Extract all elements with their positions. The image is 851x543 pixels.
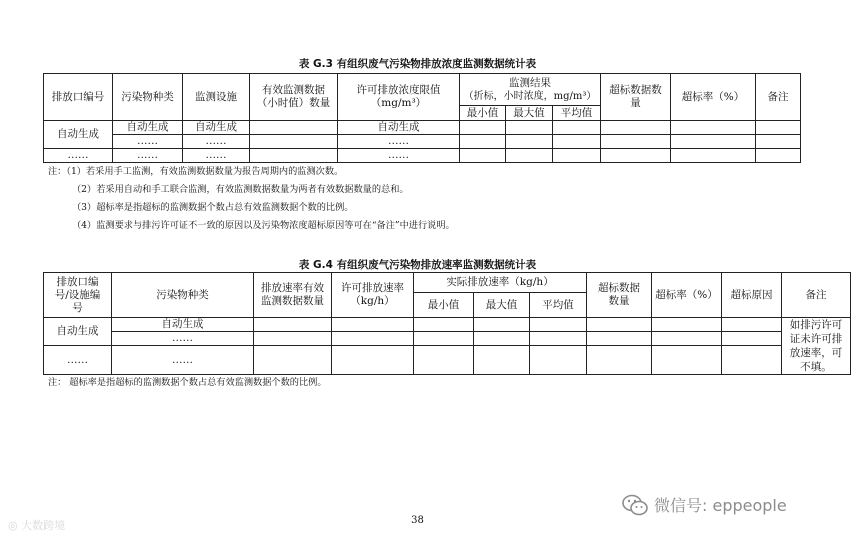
result-subtitle: （折标，小时浓度，mg/m³） — [463, 90, 597, 102]
cell-empty — [250, 135, 338, 149]
cell-empty — [332, 318, 414, 332]
cell-empty — [530, 332, 587, 346]
cell-auto: 自动生成 — [44, 121, 113, 149]
cell-empty — [671, 149, 756, 163]
cell-empty — [250, 121, 338, 135]
cell-auto: 自动生成 — [113, 121, 183, 135]
table-g4-caption: 表 G.4 有组织废气污染物排放速率监测数据统计表 — [298, 259, 537, 271]
cell-empty — [506, 121, 553, 135]
cell-dots: …… — [44, 149, 113, 163]
header-exceed-rate: 超标率（%） — [671, 74, 756, 121]
cell-empty — [652, 346, 722, 375]
cell-empty — [671, 135, 756, 149]
wechat-icon — [622, 494, 648, 516]
header-actual-rate: 实际排放速率（kg/h） — [414, 273, 587, 293]
table-row — [44, 149, 801, 163]
cell-empty — [756, 121, 801, 135]
header-exceed-count: 超标数据数量 — [601, 74, 671, 121]
header-facility: 监测设施 — [183, 74, 250, 121]
table-g3-notes — [48, 163, 455, 235]
note-g4: 注： 超标率是指超标的监测数据个数占总有效监测数据个数的比例。 — [48, 377, 327, 388]
permit-limit-label: 许可排放浓度限值 — [356, 84, 441, 96]
logo-icon: ◎ — [8, 519, 22, 532]
cell-empty — [414, 346, 474, 375]
cell-auto: 自动生成 — [44, 318, 112, 346]
header-max: 最大值 — [506, 106, 553, 121]
header-avg: 平均值 — [530, 293, 587, 318]
cell-empty — [474, 318, 530, 332]
cell-empty — [722, 332, 782, 346]
table-row — [44, 318, 851, 332]
table-row — [44, 121, 801, 135]
logo-text: 大数跨境 — [21, 519, 66, 532]
header-exceed-rate: 超标率（%） — [652, 273, 722, 318]
cell-empty — [601, 121, 671, 135]
cell-dots: …… — [44, 346, 112, 375]
cell-empty — [601, 149, 671, 163]
note-4: （4）监测要求与排污许可证不一致的原因以及污染物浓度超标原因等可在“备注”中进行说明。 — [72, 220, 455, 231]
cell-auto: 自动生成 — [183, 121, 250, 135]
page-number: 38 — [411, 515, 424, 526]
cell-empty — [414, 318, 474, 332]
header-min: 最小值 — [414, 293, 474, 318]
table-g3 — [43, 73, 801, 163]
header-outlet-facility: 排放口编号/设施编号 — [44, 273, 112, 318]
cell-empty — [460, 121, 506, 135]
header-permit-limit — [338, 74, 460, 121]
permit-limit-unit: （mg/m³） — [370, 97, 427, 109]
permit-rate-unit: （kg/h） — [350, 295, 395, 307]
cell-empty — [474, 332, 530, 346]
cell-empty — [671, 121, 756, 135]
cell-dots: …… — [112, 332, 254, 346]
wechat-watermark — [622, 493, 787, 516]
header-result — [460, 74, 601, 106]
cell-empty — [587, 332, 652, 346]
cell-empty — [332, 346, 414, 375]
cell-empty — [254, 346, 332, 375]
cell-auto: 自动生成 — [112, 318, 254, 332]
cell-empty — [250, 149, 338, 163]
header-pollutant: 污染物种类 — [113, 74, 183, 121]
cell-dots: …… — [183, 149, 250, 163]
table-row — [44, 332, 851, 346]
header-outlet-no: 排放口编号 — [44, 74, 113, 121]
cell-empty — [530, 318, 587, 332]
table-g4-note — [48, 374, 327, 392]
cell-dots: …… — [113, 135, 183, 149]
header-valid-count: 有效监测数据（小时值）数量 — [250, 74, 338, 121]
cell-dots: …… — [338, 149, 460, 163]
cell-empty — [254, 318, 332, 332]
table-g3-caption: 表 G.3 有组织废气污染物排放浓度监测数据统计表 — [298, 58, 537, 70]
cell-empty — [553, 121, 601, 135]
cell-empty — [460, 135, 506, 149]
header-min: 最小值 — [460, 106, 506, 121]
note-3: （3）超标率是指超标的监测数据个数占总有效监测数据个数的比例。 — [72, 202, 354, 213]
cell-empty — [530, 346, 587, 375]
header-max: 最大值 — [474, 293, 530, 318]
cell-empty — [474, 346, 530, 375]
header-permit-rate — [332, 273, 414, 318]
cell-empty — [652, 318, 722, 332]
cell-empty — [553, 149, 601, 163]
cell-empty — [506, 149, 553, 163]
table-row — [44, 346, 851, 375]
header-avg: 平均值 — [553, 106, 601, 121]
cell-dots: …… — [113, 149, 183, 163]
cell-empty — [254, 332, 332, 346]
cell-empty — [414, 332, 474, 346]
header-exceed-reason: 超标原因 — [722, 273, 782, 318]
wechat-id: 微信号: eppeople — [654, 496, 787, 515]
cell-dots: …… — [112, 346, 254, 375]
cell-empty — [722, 346, 782, 375]
cell-dots: …… — [183, 135, 250, 149]
note-2: （2）若采用自动和手工联合监测，有效监测数据数量为两者有效数据数量的总和。 — [72, 184, 409, 195]
remark-cell: 如排污许可证未许可排放速率，可不填。 — [782, 318, 851, 375]
header-remark: 备注 — [756, 74, 801, 121]
cell-empty — [756, 149, 801, 163]
cell-empty — [553, 135, 601, 149]
cell-empty — [460, 149, 506, 163]
cell-empty — [652, 332, 722, 346]
header-valid-count: 排放速率有效监测数据数量 — [254, 273, 332, 318]
cell-auto: 自动生成 — [338, 121, 460, 135]
permit-rate-label: 许可排放速率 — [341, 282, 404, 294]
cell-dots: …… — [338, 135, 460, 149]
cell-empty — [601, 135, 671, 149]
cell-empty — [587, 318, 652, 332]
table-g4 — [43, 272, 851, 375]
result-title: 监测结果 — [509, 76, 551, 89]
header-exceed-count: 超标数据数量 — [587, 273, 652, 318]
cell-empty — [587, 346, 652, 375]
table-row — [44, 135, 801, 149]
cell-empty — [722, 318, 782, 332]
cell-empty — [756, 135, 801, 149]
cell-empty — [506, 135, 553, 149]
note-1: 注：（1）若采用手工监测，有效监测数据数量为报告周期内的监测次数。 — [48, 166, 344, 177]
header-pollutant: 污染物种类 — [112, 273, 254, 318]
cell-empty — [332, 332, 414, 346]
header-remark: 备注 — [782, 273, 851, 318]
